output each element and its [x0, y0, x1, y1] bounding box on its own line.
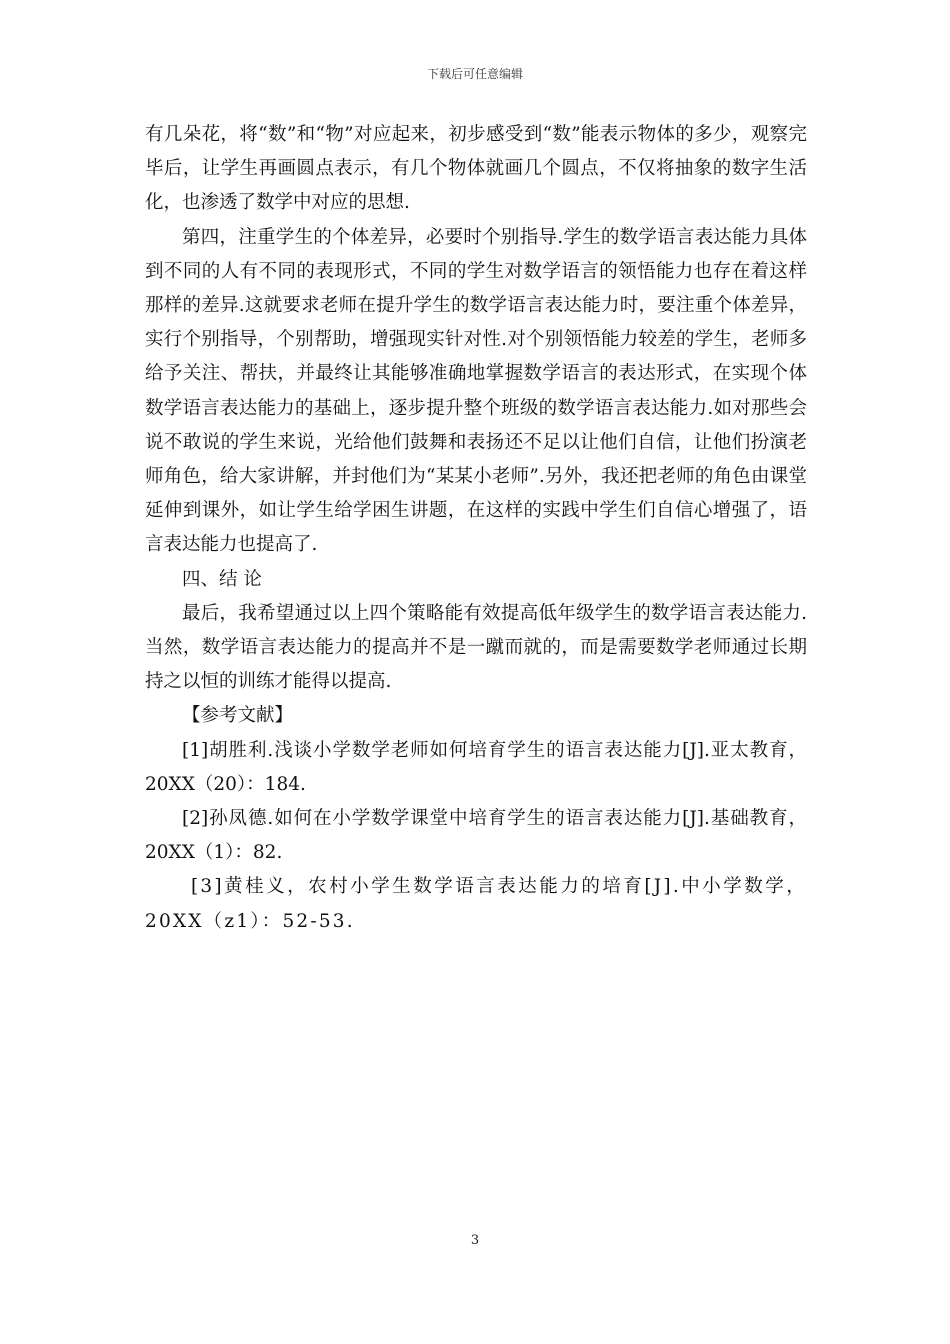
page-header: 下载后可任意编辑 [426, 67, 523, 81]
document-body [145, 118, 807, 939]
page-number: 3 [470, 1233, 480, 1248]
reference-item-3: [3]黄桂义，农村小学生数学语言表达能力的培育[J].中小学数学，20XX（z1）：52-53. [145, 876, 807, 932]
paragraph-conclusion: 最后，我希望通过以上四个策略能有效提高低年级学生的数学语言表达能力.当然，数学语言表达能力的提高并不是一蹴而就的，而是需要数学老师通过长期持之以恒的训练才能得以提高. [145, 602, 807, 693]
paragraph-correspondence: 有几朵花，将“数”和“物”对应起来，初步感受到“数”能表示物体的多少，观察完毕后，让学生再画圆点表示，有几个物体就画几个圆点，不仅将抽象的数字生活化，也渗透了数学中对应的思想. [145, 124, 807, 214]
references-heading: 【参考文献】 [182, 705, 294, 727]
reference-item-2: [2]孙凤德.如何在小学数学课堂中培育学生的语言表达能力[J].基础教育，20XX（1）：82. [145, 808, 807, 864]
paragraph-individual-differences: 第四，注重学生的个体差异，必要时个别指导.学生的数学语言表达能力具体到不同的人有不同的表现形式，不同的学生对数学语言的领悟能力也存在着这样那样的差异.这就要求老师在提升学生的数学语言表达能力时，要注重个体差异，实行个别指导，个别帮助，增强现实针对性.对个别领悟能力较差的学生，老师多给予关注、帮扶，并最终让其能够准确地掌握数学语言的表达形式，在实现个体数学语言表达能力的基础上，逐步提升整个班级的数学语言表达能力.如对那些会说不敢说的学生来说，光给他们鼓舞和表扬还不足以让他们自信，让他们扮演老师角色，给大家讲解，并封他们为“某某小老师”.另外，我还把老师的角色由课堂延伸到课外，如让学生给学困生讲题，在这样的实践中学生们自信心增强了，语言表达能力也提高了. [145, 226, 807, 556]
section-heading-conclusion: 四、结 论 [182, 568, 262, 590]
reference-item-1: [1]胡胜利.浅谈小学数学老师如何培育学生的语言表达能力[J].亚太教育，20XX（20）：184. [145, 739, 807, 795]
